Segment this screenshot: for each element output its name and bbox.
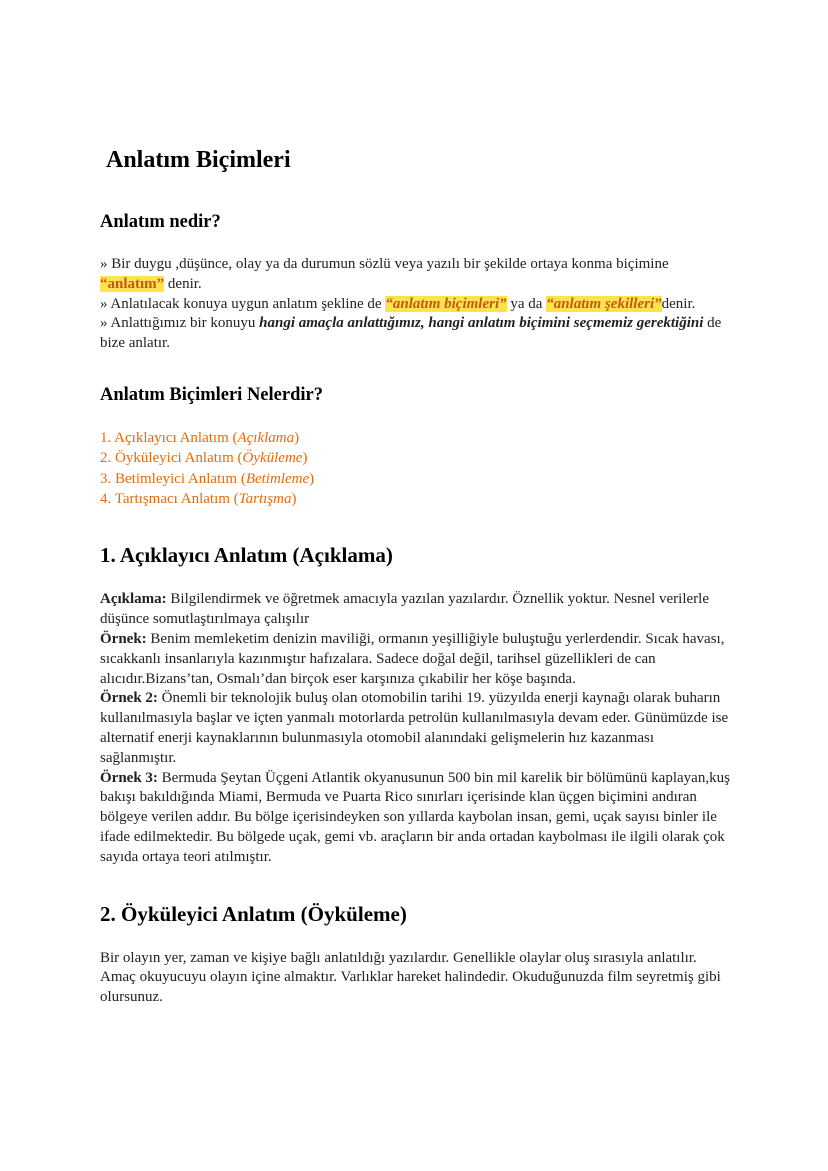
section-2-paragraph — [100, 949, 730, 1008]
intro-bullet-3 — [100, 314, 730, 354]
text-run: hangi amaçla anlattığımız, hangi anlatım biçimini seçmemiz gerektiğini — [259, 315, 704, 332]
list-item-oykuleyici — [100, 448, 730, 468]
intro-bullet-2 — [100, 295, 730, 315]
text-run: 4. Tartışmacı Anlatım ( — [100, 490, 239, 507]
intro-bullet-1 — [100, 255, 730, 295]
heading-section-1: 1. Açıklayıcı Anlatım (Açıklama) — [100, 543, 393, 568]
text-run: ) — [294, 430, 300, 447]
anlatim-bicimleri-list — [100, 428, 730, 509]
text-run: Betimleme — [245, 470, 310, 487]
text-run: “anlatım şekilleri” — [546, 295, 662, 312]
text-run: » Anlattığımız bir konuyu — [100, 315, 260, 332]
text-run: denir. — [164, 275, 202, 292]
heading-anlatim-nedir: Anlatım nedir? — [100, 211, 221, 232]
text-run: ) — [291, 490, 297, 507]
text-run: ) — [309, 470, 315, 487]
text-run: de bize anlatır. — [100, 315, 722, 352]
text-run: Bilgilendirmek ve öğretmek amacıyla yazılan yazılardır. Öznellik yoktur. Nesnel verilerle düşünce somutlaştırılmaya çalışılır — [100, 591, 709, 628]
text-run: 1. Açıklayıcı Anlatım ( — [100, 430, 238, 447]
section-1-paragraph-aciklama — [100, 590, 730, 630]
section-1-paragraph-ornek-3 — [100, 769, 730, 868]
text-run: » Bir duygu ,düşünce, olay ya da durumun sözlü veya yazılı bir şekilde ortaya konma biçimine — [100, 255, 669, 272]
list-item-betimleyici — [100, 469, 730, 489]
text-run: ) — [302, 450, 308, 467]
heading-section-2: 2. Öyküleyici Anlatım (Öyküleme) — [100, 901, 407, 926]
section-1-paragraph-ornek-2 — [100, 689, 730, 768]
text-run: Öyküleme — [242, 450, 303, 467]
text-run: Bir olayın yer, zaman ve kişiye bağlı anlatıldığı yazılardır. Genellikle olaylar oluş sırasıyla anlatılır. Amaç okuyucuyu olayın içine almaktır. Varlıklar hareket halindedir. Okuduğunuzda film seyretmiş gibi olursunuz. — [100, 949, 721, 1006]
section-1-paragraphs — [100, 590, 730, 867]
list-item-tartismaci — [100, 489, 730, 509]
text-run: Örnek 2: — [100, 690, 158, 707]
text-run: Tartışma — [238, 490, 292, 507]
text-run: “anlatım” — [100, 275, 165, 292]
intro-paragraphs — [100, 255, 730, 354]
list-item-aciklayici — [100, 428, 730, 448]
text-run: “anlatım biçimleri” — [385, 295, 507, 312]
text-run: 3. Betimleyici Anlatım ( — [100, 470, 246, 487]
heading-anlatim-bicimleri-nelerdir: Anlatım Biçimleri Nelerdir? — [100, 384, 323, 405]
text-run: Açıklama — [237, 430, 295, 447]
text-run: ya da — [506, 295, 547, 312]
text-run: Örnek: — [100, 630, 147, 647]
text-run: denir. — [661, 295, 696, 312]
text-run: 2. Öyküleyici Anlatım ( — [100, 450, 243, 467]
section-2-paragraphs — [100, 949, 730, 1008]
text-run: Örnek 3: — [100, 769, 158, 786]
text-run: Açıklama: — [100, 591, 167, 608]
text-run: » Anlatılacak konuya uygun anlatım şekline de — [100, 295, 386, 312]
text-run: Önemli bir teknolojik buluş olan otomobilin tarihi 19. yüzyılda enerji kaynağı olarak buharın kullanılmasıyla başlar ve içten yanmalı motorlarda petrolün kullanılmasıyla devam eder. Günümüzde ise alternatif enerji kaynaklarının bulunmasıyla otomobil alanındaki gelişmelerin hız kazanması sağlanmıştır. — [100, 690, 729, 766]
text-run: Bermuda Şeytan Üçgeni Atlantik okyanusunun 500 bin mil karelik bir bölümünü kaplayan,kuş bakışı bakıldığında Miami, Bermuda ve Puarta Rico sınırları içerisinde klan üçgen biçimini andıran bölgeye verilen addır. Bu bölge içerisindeyken son yıllarda kaybolan insan, gemi, uçak sayısı binler ile ifade edilmektedir. Bu bölgede uçak, gemi vb. araçların bir anda ortadan kaybolması ile ilgili olarak çok sayıda ortaya teori atılmıştır. — [100, 769, 730, 865]
page-title: Anlatım Biçimleri — [106, 147, 291, 173]
text-run: Benim memleketim denizin maviliği, ormanın yeşilliğiyle buluştuğu yerlerdendir. Sıcak havası, sıcakkanlı insanlarıyla kazınmıştır hafızalara. Sadece doğal değil, tarihsel güzellikleri de can alıcıdır.Bizans’tan, Osmalı’dan birçok eser karşınıza çıkabilir her köşe başında. — [100, 630, 725, 687]
section-1-paragraph-ornek-1 — [100, 630, 730, 689]
